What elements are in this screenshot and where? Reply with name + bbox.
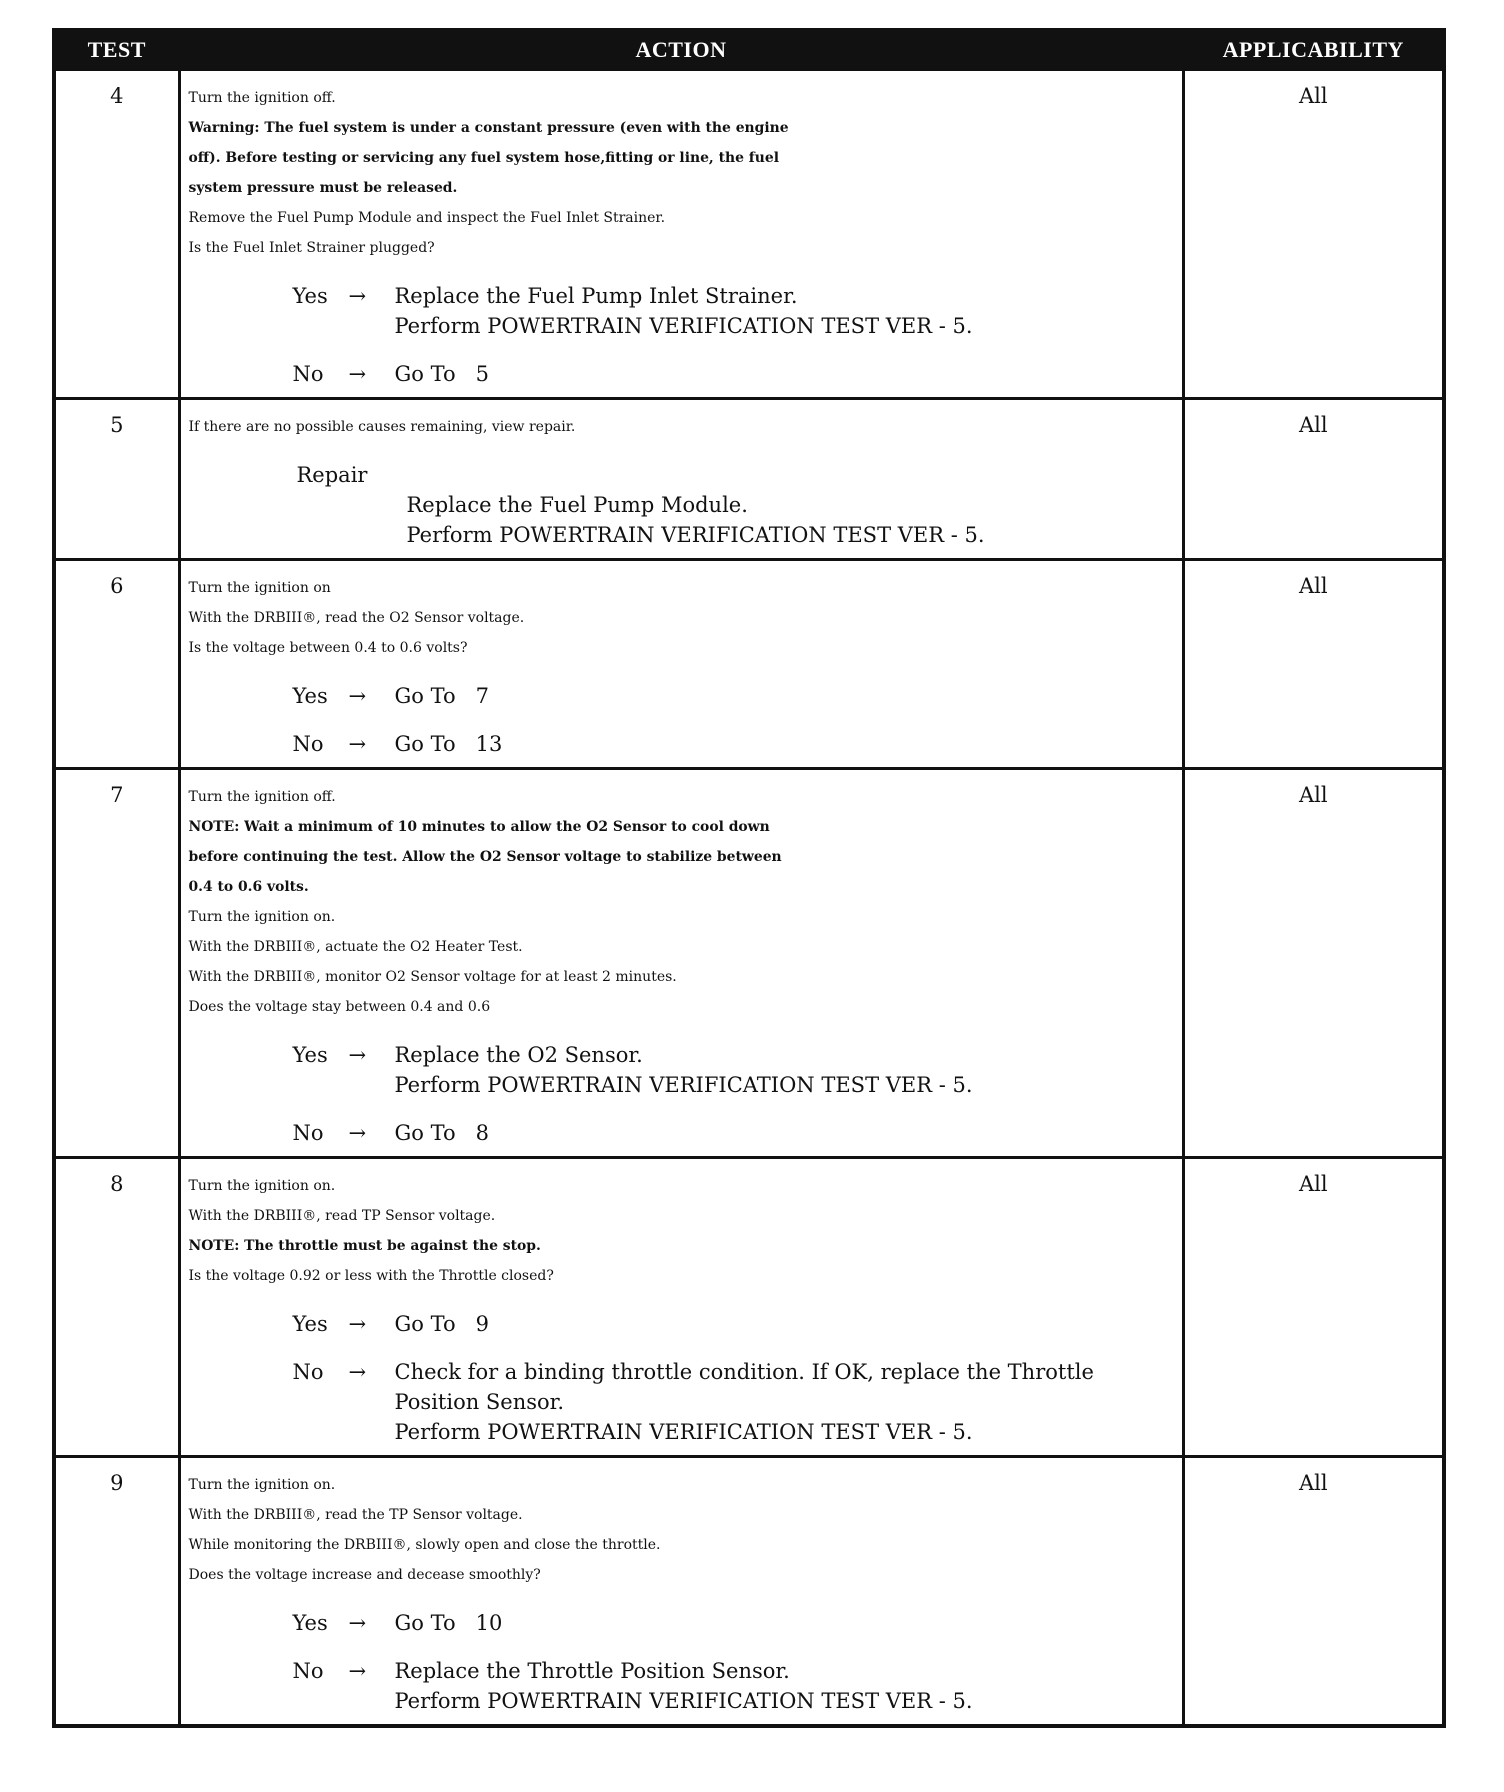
test-row-9 <box>54 1457 1444 1727</box>
action-step: Is the voltage between 0.4 to 0.6 volts? <box>188 640 468 656</box>
arrow-right-icon: → <box>348 1043 367 1067</box>
result-label: Yes <box>292 1043 328 1067</box>
header-action: ACTION <box>179 30 1183 70</box>
table-body <box>54 70 1444 1727</box>
action-cell <box>179 769 1183 1158</box>
action-cell <box>179 1158 1183 1457</box>
header-test: TEST <box>54 30 179 70</box>
result-action <box>395 1040 1176 1100</box>
result-step: Perform POWERTRAIN VERIFICATION TEST VER - 5. <box>394 1073 973 1097</box>
result-no <box>293 729 1176 759</box>
test-number: 6 <box>54 560 179 769</box>
action-step: Turn the ignition off. <box>188 90 336 106</box>
result-action <box>395 1309 1176 1339</box>
arrow-right-icon: → <box>348 1121 367 1145</box>
applicability-value: All <box>1183 1158 1444 1457</box>
result-action <box>395 359 1176 389</box>
action-step: While monitoring the DRBIII®, slowly open and close the throttle. <box>188 1537 661 1553</box>
action-step: With the DRBIII®, monitor O2 Sensor voltage for at least 2 minutes. <box>188 969 677 985</box>
action-note: off). Before testing or servicing any fuel system hose,fitting or line, the fuel <box>188 150 779 166</box>
result-step: Replace the Fuel Pump Inlet Strainer. <box>394 284 798 308</box>
arrow-right-icon: → <box>348 1312 367 1336</box>
result-step: Check for a binding throttle condition. If OK, replace the Throttle <box>394 1360 1094 1384</box>
result-step: Go To 9 <box>394 1312 489 1336</box>
action-step: If there are no possible causes remaining, view repair. <box>188 419 576 435</box>
result-step: Go To 7 <box>394 684 489 708</box>
result-yes <box>293 1309 1176 1339</box>
action-note: NOTE: Wait a minimum of 10 minutes to allow the O2 Sensor to cool down <box>188 819 770 835</box>
result-label: No <box>292 1659 324 1683</box>
action-step: Does the voltage increase and decease smoothly? <box>188 1567 541 1583</box>
action-step: With the DRBIII®, read TP Sensor voltage. <box>188 1208 496 1224</box>
test-row-5 <box>54 399 1444 560</box>
arrow-right-icon: → <box>348 1659 367 1683</box>
repair-label: Repair <box>296 463 368 487</box>
result-step: Perform POWERTRAIN VERIFICATION TEST VER - 5. <box>394 314 973 338</box>
repair-step: Perform POWERTRAIN VERIFICATION TEST VER - 5. <box>406 523 985 547</box>
test-number: 8 <box>54 1158 179 1457</box>
applicability-value: All <box>1183 70 1444 399</box>
result-step: Go To 13 <box>394 732 503 756</box>
result-label: Yes <box>292 1611 328 1635</box>
table-header-row <box>54 30 1444 70</box>
result-step: Perform POWERTRAIN VERIFICATION TEST VER - 5. <box>394 1420 973 1444</box>
action-note: 0.4 to 0.6 volts. <box>188 879 309 895</box>
result-action <box>395 681 1176 711</box>
result-label: Yes <box>292 684 328 708</box>
applicability-value: All <box>1183 1457 1444 1727</box>
action-note: NOTE: The throttle must be against the stop. <box>188 1238 541 1254</box>
result-step: Go To 10 <box>394 1611 503 1635</box>
action-cell <box>179 560 1183 769</box>
result-step: Perform POWERTRAIN VERIFICATION TEST VER - 5. <box>394 1689 973 1713</box>
result-step: Position Sensor. <box>394 1390 565 1414</box>
arrow-right-icon: → <box>348 1360 367 1384</box>
header-applicability: APPLICABILITY <box>1183 30 1444 70</box>
result-yes <box>293 1608 1176 1638</box>
result-no <box>293 1656 1176 1716</box>
action-note: before continuing the test. Allow the O2 Sensor voltage to stabilize between <box>188 849 782 865</box>
action-step: With the DRBIII®, read the O2 Sensor voltage. <box>188 610 525 626</box>
test-row-4 <box>54 70 1444 399</box>
result-label: No <box>292 732 324 756</box>
test-number: 9 <box>54 1457 179 1727</box>
result-action <box>395 1357 1176 1447</box>
result-yes <box>293 681 1176 711</box>
result-action <box>395 1608 1176 1638</box>
action-step: Turn the ignition off. <box>188 789 336 805</box>
result-no <box>293 359 1176 389</box>
action-step: Remove the Fuel Pump Module and inspect the Fuel Inlet Strainer. <box>188 210 666 226</box>
result-label: Yes <box>292 1312 328 1336</box>
repair-instructions <box>407 490 1176 550</box>
result-no <box>293 1118 1176 1148</box>
applicability-value: All <box>1183 399 1444 560</box>
action-step: Does the voltage stay between 0.4 and 0.6 <box>188 999 491 1015</box>
test-number: 4 <box>54 70 179 399</box>
arrow-right-icon: → <box>348 1611 367 1635</box>
arrow-right-icon: → <box>348 362 367 386</box>
action-step: With the DRBIII®, read the TP Sensor voltage. <box>188 1507 523 1523</box>
result-no <box>293 1357 1176 1447</box>
result-label: No <box>292 1121 324 1145</box>
result-label: Yes <box>292 284 328 308</box>
arrow-right-icon: → <box>348 732 367 756</box>
action-step: With the DRBIII®, actuate the O2 Heater Test. <box>188 939 523 955</box>
test-number: 7 <box>54 769 179 1158</box>
action-cell <box>179 70 1183 399</box>
repair-step: Replace the Fuel Pump Module. <box>406 493 748 517</box>
action-note: system pressure must be released. <box>188 180 458 196</box>
test-row-8 <box>54 1158 1444 1457</box>
test-number: 5 <box>54 399 179 560</box>
action-cell <box>179 399 1183 560</box>
result-step: Go To 5 <box>394 362 489 386</box>
action-step: Turn the ignition on. <box>188 1477 336 1493</box>
action-step: Is the voltage 0.92 or less with the Throttle closed? <box>188 1268 554 1284</box>
test-row-6 <box>54 560 1444 769</box>
action-note: Warning: The fuel system is under a constant pressure (even with the engine <box>188 120 789 136</box>
action-step: Turn the ignition on. <box>188 1178 336 1194</box>
applicability-value: All <box>1183 560 1444 769</box>
diagnostic-test-table <box>52 28 1446 1728</box>
result-step: Replace the O2 Sensor. <box>394 1043 643 1067</box>
result-yes <box>293 281 1176 341</box>
action-cell <box>179 1457 1183 1727</box>
result-yes <box>293 1040 1176 1100</box>
result-step: Replace the Throttle Position Sensor. <box>394 1659 790 1683</box>
action-step: Turn the ignition on <box>188 580 331 596</box>
arrow-right-icon: → <box>348 284 367 308</box>
result-action <box>395 1656 1176 1716</box>
result-action <box>395 281 1176 341</box>
result-action <box>395 729 1176 759</box>
action-step: Is the Fuel Inlet Strainer plugged? <box>188 240 435 256</box>
result-step: Go To 8 <box>394 1121 489 1145</box>
result-label: No <box>292 1360 324 1384</box>
action-step: Turn the ignition on. <box>188 909 336 925</box>
test-row-7 <box>54 769 1444 1158</box>
applicability-value: All <box>1183 769 1444 1158</box>
result-label: No <box>292 362 324 386</box>
result-action <box>395 1118 1176 1148</box>
arrow-right-icon: → <box>348 684 367 708</box>
